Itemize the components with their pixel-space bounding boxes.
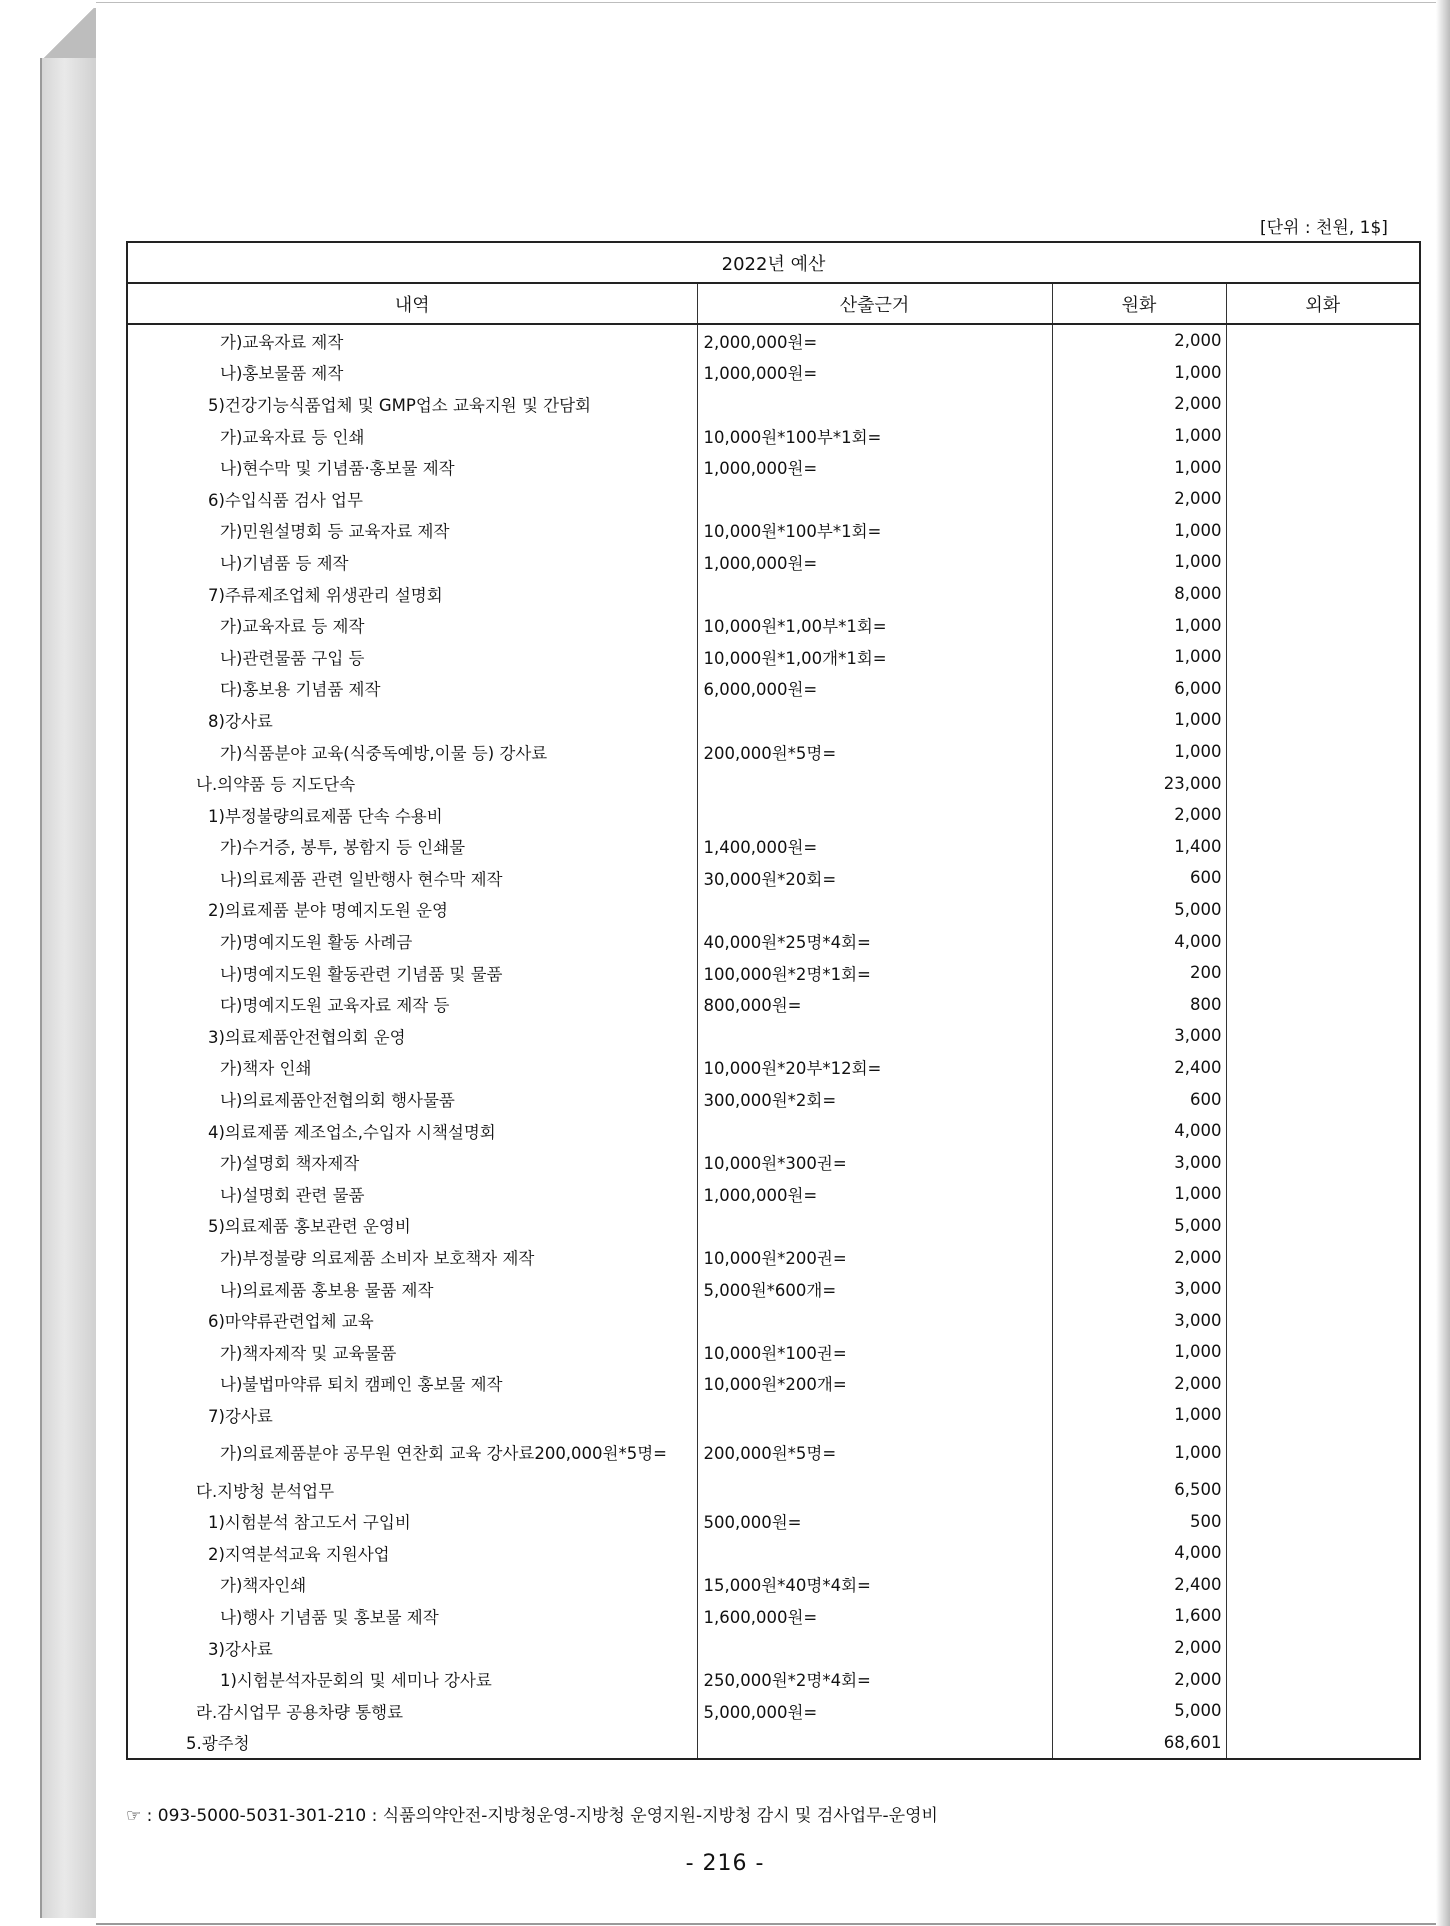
table-row bbox=[127, 609, 1420, 641]
row-krw: 600 bbox=[1052, 1083, 1226, 1115]
row-basis: 5,000원*600개= bbox=[697, 1273, 1052, 1305]
row-item: 가)의료제품분야 공무원 연찬회 교육 강사료200,000원*5명= bbox=[127, 1431, 697, 1474]
table-row bbox=[127, 451, 1420, 483]
row-krw: 2,000 bbox=[1052, 483, 1226, 515]
row-krw: 600 bbox=[1052, 862, 1226, 894]
row-krw: 2,000 bbox=[1052, 388, 1226, 420]
row-basis bbox=[697, 388, 1052, 420]
row-fx bbox=[1226, 1663, 1420, 1695]
row-item: 1)부정불량의료제품 단속 수용비 bbox=[127, 799, 697, 831]
row-fx bbox=[1226, 1273, 1420, 1305]
row-item: 나)현수막 및 기념품·홍보물 제작 bbox=[127, 451, 697, 483]
row-item: 나)기념품 등 제작 bbox=[127, 546, 697, 578]
row-fx bbox=[1226, 1537, 1420, 1569]
table-row bbox=[127, 388, 1420, 420]
table-row bbox=[127, 1569, 1420, 1601]
row-krw: 2,000 bbox=[1052, 324, 1226, 357]
row-fx bbox=[1226, 546, 1420, 578]
row-basis: 2,000,000원= bbox=[697, 324, 1052, 357]
table-row bbox=[127, 1241, 1420, 1273]
table-row bbox=[127, 1115, 1420, 1147]
row-krw: 2,000 bbox=[1052, 1368, 1226, 1400]
table-row bbox=[127, 831, 1420, 863]
table-row bbox=[127, 988, 1420, 1020]
row-fx bbox=[1226, 1210, 1420, 1242]
row-fx bbox=[1226, 1304, 1420, 1336]
row-basis: 500,000원= bbox=[697, 1505, 1052, 1537]
row-basis bbox=[697, 1020, 1052, 1052]
row-fx bbox=[1226, 515, 1420, 547]
row-item: 나)홍보물품 제작 bbox=[127, 357, 697, 389]
row-item: 6)마약류관련업체 교육 bbox=[127, 1304, 697, 1336]
row-item: 가)수거증, 봉투, 봉함지 등 인쇄물 bbox=[127, 831, 697, 863]
row-basis: 1,400,000원= bbox=[697, 831, 1052, 863]
row-krw: 1,000 bbox=[1052, 1178, 1226, 1210]
row-krw: 23,000 bbox=[1052, 767, 1226, 799]
row-fx bbox=[1226, 1727, 1420, 1760]
row-krw: 4,000 bbox=[1052, 925, 1226, 957]
row-item: 5)의료제품 홍보관련 운영비 bbox=[127, 1210, 697, 1242]
row-krw: 1,000 bbox=[1052, 515, 1226, 547]
row-krw: 200 bbox=[1052, 957, 1226, 989]
row-krw: 5,000 bbox=[1052, 1210, 1226, 1242]
row-item: 라.감시업무 공용차량 통행료 bbox=[127, 1695, 697, 1727]
row-krw: 1,000 bbox=[1052, 546, 1226, 578]
row-fx bbox=[1226, 1474, 1420, 1506]
row-item: 가)책자제작 및 교육물품 bbox=[127, 1336, 697, 1368]
row-basis bbox=[697, 767, 1052, 799]
row-basis: 10,000원*200개= bbox=[697, 1368, 1052, 1400]
row-item: 7)강사료 bbox=[127, 1399, 697, 1431]
row-item: 나.의약품 등 지도단속 bbox=[127, 767, 697, 799]
table-row bbox=[127, 767, 1420, 799]
table-row bbox=[127, 515, 1420, 547]
row-krw: 1,000 bbox=[1052, 451, 1226, 483]
row-basis bbox=[697, 1632, 1052, 1664]
row-basis: 5,000,000원= bbox=[697, 1695, 1052, 1727]
row-item: 가)책자 인쇄 bbox=[127, 1052, 697, 1084]
row-item: 가)부정불량 의료제품 소비자 보호책자 제작 bbox=[127, 1241, 697, 1273]
header-item: 내역 bbox=[127, 283, 697, 324]
page-number: - 216 - bbox=[685, 1851, 765, 1876]
row-basis: 10,000원*1,00개*1회= bbox=[697, 641, 1052, 673]
table-row bbox=[127, 1052, 1420, 1084]
row-basis: 10,000원*100권= bbox=[697, 1336, 1052, 1368]
row-fx bbox=[1226, 673, 1420, 705]
row-basis bbox=[697, 483, 1052, 515]
row-item: 나)의료제품안전협의회 행사물품 bbox=[127, 1083, 697, 1115]
row-fx bbox=[1226, 1241, 1420, 1273]
row-basis: 1,600,000원= bbox=[697, 1600, 1052, 1632]
row-fx bbox=[1226, 641, 1420, 673]
row-fx bbox=[1226, 420, 1420, 452]
row-item: 가)교육자료 제작 bbox=[127, 324, 697, 357]
row-fx bbox=[1226, 988, 1420, 1020]
table-row bbox=[127, 1632, 1420, 1664]
row-fx bbox=[1226, 1431, 1420, 1474]
row-item: 가)설명회 책자제작 bbox=[127, 1146, 697, 1178]
row-krw: 5,000 bbox=[1052, 1695, 1226, 1727]
row-krw: 2,000 bbox=[1052, 1663, 1226, 1695]
table-row bbox=[127, 578, 1420, 610]
row-basis bbox=[697, 799, 1052, 831]
row-item: 나)명예지도원 활동관련 기념품 및 물품 bbox=[127, 957, 697, 989]
table-title: 2022년 예산 bbox=[127, 242, 1420, 283]
row-basis: 30,000원*20회= bbox=[697, 862, 1052, 894]
row-item: 2)의료제품 분야 명예지도원 운영 bbox=[127, 894, 697, 926]
table-row bbox=[127, 1368, 1420, 1400]
row-krw: 6,500 bbox=[1052, 1474, 1226, 1506]
row-item: 가)교육자료 등 제작 bbox=[127, 609, 697, 641]
row-fx bbox=[1226, 862, 1420, 894]
row-fx bbox=[1226, 451, 1420, 483]
row-krw: 8,000 bbox=[1052, 578, 1226, 610]
row-item: 다.지방청 분석업무 bbox=[127, 1474, 697, 1506]
row-krw: 1,000 bbox=[1052, 609, 1226, 641]
row-item: 7)주류제조업체 위생관리 설명회 bbox=[127, 578, 697, 610]
row-item: 다)홍보용 기념품 제작 bbox=[127, 673, 697, 705]
row-basis: 10,000원*20부*12회= bbox=[697, 1052, 1052, 1084]
row-item: 나)의료제품 관련 일반행사 현수막 제작 bbox=[127, 862, 697, 894]
row-fx bbox=[1226, 1083, 1420, 1115]
row-krw: 1,000 bbox=[1052, 1399, 1226, 1431]
row-basis: 40,000원*25명*4회= bbox=[697, 925, 1052, 957]
unit-label: [단위 : 천원, 1$] bbox=[1260, 218, 1388, 238]
row-item: 나)불법마약류 퇴치 캠페인 홍보물 제작 bbox=[127, 1368, 697, 1400]
row-item: 8)강사료 bbox=[127, 704, 697, 736]
row-item: 6)수입식품 검사 업무 bbox=[127, 483, 697, 515]
row-krw: 1,600 bbox=[1052, 1600, 1226, 1632]
table-row bbox=[127, 1600, 1420, 1632]
row-fx bbox=[1226, 1146, 1420, 1178]
table-row bbox=[127, 1178, 1420, 1210]
row-item: 3)의료제품안전협의회 운영 bbox=[127, 1020, 697, 1052]
row-basis: 1,000,000원= bbox=[697, 357, 1052, 389]
row-basis: 10,000원*1,00부*1회= bbox=[697, 609, 1052, 641]
row-fx bbox=[1226, 388, 1420, 420]
row-item: 4)의료제품 제조업소,수입자 시책설명회 bbox=[127, 1115, 697, 1147]
table-row bbox=[127, 1273, 1420, 1305]
row-basis bbox=[697, 1727, 1052, 1760]
footnote: ☞ : 093-5000-5031-301-210 : 식품의약안전-지방청운영-지방청 운영지원-지방청 감시 및 검사업무-운영비 bbox=[126, 1806, 938, 1826]
row-fx bbox=[1226, 609, 1420, 641]
row-basis: 6,000,000원= bbox=[697, 673, 1052, 705]
row-item: 나)설명회 관련 물품 bbox=[127, 1178, 697, 1210]
table-row bbox=[127, 1727, 1420, 1760]
row-basis: 10,000원*100부*1회= bbox=[697, 420, 1052, 452]
table-row bbox=[127, 1431, 1420, 1474]
row-basis: 200,000원*5명= bbox=[697, 1431, 1052, 1474]
table-row bbox=[127, 862, 1420, 894]
row-fx bbox=[1226, 736, 1420, 768]
row-fx bbox=[1226, 357, 1420, 389]
row-basis: 10,000원*100부*1회= bbox=[697, 515, 1052, 547]
row-item: 가)식품분야 교육(식중독예방,이물 등) 강사료 bbox=[127, 736, 697, 768]
row-fx bbox=[1226, 1569, 1420, 1601]
row-krw: 2,000 bbox=[1052, 1632, 1226, 1664]
row-fx bbox=[1226, 767, 1420, 799]
row-krw: 2,000 bbox=[1052, 799, 1226, 831]
row-basis bbox=[697, 894, 1052, 926]
table-body bbox=[127, 324, 1420, 1759]
row-fx bbox=[1226, 324, 1420, 357]
row-basis: 100,000원*2명*1회= bbox=[697, 957, 1052, 989]
row-basis: 10,000원*200권= bbox=[697, 1241, 1052, 1273]
row-item: 1)시험분석자문회의 및 세미나 강사료 bbox=[127, 1663, 697, 1695]
row-fx bbox=[1226, 1505, 1420, 1537]
row-fx bbox=[1226, 578, 1420, 610]
row-fx bbox=[1226, 831, 1420, 863]
row-krw: 3,000 bbox=[1052, 1020, 1226, 1052]
row-item: 5)건강기능식품업체 및 GMP업소 교육지원 및 간담회 bbox=[127, 388, 697, 420]
row-item: 1)시험분석 참고도서 구입비 bbox=[127, 1505, 697, 1537]
row-krw: 2,000 bbox=[1052, 1241, 1226, 1273]
row-krw: 4,000 bbox=[1052, 1115, 1226, 1147]
table-row bbox=[127, 673, 1420, 705]
header-krw: 원화 bbox=[1052, 283, 1226, 324]
row-item: 가)민원설명회 등 교육자료 제작 bbox=[127, 515, 697, 547]
row-fx bbox=[1226, 1368, 1420, 1400]
row-fx bbox=[1226, 704, 1420, 736]
row-krw: 2,400 bbox=[1052, 1052, 1226, 1084]
row-fx bbox=[1226, 1632, 1420, 1664]
row-basis bbox=[697, 1474, 1052, 1506]
table-row bbox=[127, 420, 1420, 452]
row-fx bbox=[1226, 1052, 1420, 1084]
row-fx bbox=[1226, 957, 1420, 989]
row-fx bbox=[1226, 1399, 1420, 1431]
row-fx bbox=[1226, 1336, 1420, 1368]
row-item: 5.광주청 bbox=[127, 1727, 697, 1760]
row-krw: 800 bbox=[1052, 988, 1226, 1020]
row-item: 나)행사 기념품 및 홍보물 제작 bbox=[127, 1600, 697, 1632]
row-krw: 1,000 bbox=[1052, 357, 1226, 389]
row-krw: 3,000 bbox=[1052, 1146, 1226, 1178]
row-basis: 1,000,000원= bbox=[697, 1178, 1052, 1210]
table-row bbox=[127, 894, 1420, 926]
row-krw: 4,000 bbox=[1052, 1537, 1226, 1569]
row-krw: 3,000 bbox=[1052, 1273, 1226, 1305]
row-item: 나)의료제품 홍보용 물품 제작 bbox=[127, 1273, 697, 1305]
row-basis bbox=[697, 1537, 1052, 1569]
row-fx bbox=[1226, 1600, 1420, 1632]
row-basis: 250,000원*2명*4회= bbox=[697, 1663, 1052, 1695]
row-basis: 300,000원*2회= bbox=[697, 1083, 1052, 1115]
table-row bbox=[127, 546, 1420, 578]
table-row bbox=[127, 1146, 1420, 1178]
table-row bbox=[127, 957, 1420, 989]
row-basis bbox=[697, 1210, 1052, 1242]
row-basis: 10,000원*300권= bbox=[697, 1146, 1052, 1178]
table-row bbox=[127, 1663, 1420, 1695]
row-krw: 1,000 bbox=[1052, 736, 1226, 768]
row-item: 다)명예지도원 교육자료 제작 등 bbox=[127, 988, 697, 1020]
table-row bbox=[127, 799, 1420, 831]
table-row bbox=[127, 1304, 1420, 1336]
row-krw: 2,400 bbox=[1052, 1569, 1226, 1601]
row-fx bbox=[1226, 1178, 1420, 1210]
row-item: 가)책자인쇄 bbox=[127, 1569, 697, 1601]
table-row bbox=[127, 1399, 1420, 1431]
table-row bbox=[127, 1020, 1420, 1052]
table-row bbox=[127, 324, 1420, 357]
row-basis bbox=[697, 1399, 1052, 1431]
binding-edge bbox=[40, 8, 98, 1918]
row-krw: 1,400 bbox=[1052, 831, 1226, 863]
table-row bbox=[127, 925, 1420, 957]
row-item: 2)지역분석교육 지원사업 bbox=[127, 1537, 697, 1569]
table-row bbox=[127, 1695, 1420, 1727]
row-basis: 15,000원*40명*4회= bbox=[697, 1569, 1052, 1601]
table-row bbox=[127, 1474, 1420, 1506]
row-basis bbox=[697, 1115, 1052, 1147]
row-basis: 200,000원*5명= bbox=[697, 736, 1052, 768]
row-basis bbox=[697, 1304, 1052, 1336]
budget-table bbox=[126, 241, 1421, 1760]
row-fx bbox=[1226, 1020, 1420, 1052]
row-basis: 800,000원= bbox=[697, 988, 1052, 1020]
row-basis bbox=[697, 578, 1052, 610]
row-krw: 1,000 bbox=[1052, 1431, 1226, 1474]
table-row bbox=[127, 704, 1420, 736]
header-basis: 산출근거 bbox=[697, 283, 1052, 324]
row-basis bbox=[697, 704, 1052, 736]
row-item: 나)관련물품 구입 등 bbox=[127, 641, 697, 673]
table-row bbox=[127, 1210, 1420, 1242]
row-krw: 6,000 bbox=[1052, 673, 1226, 705]
table-row bbox=[127, 483, 1420, 515]
table-row bbox=[127, 357, 1420, 389]
row-fx bbox=[1226, 483, 1420, 515]
table-row bbox=[127, 1537, 1420, 1569]
header-fx: 외화 bbox=[1226, 283, 1420, 324]
row-krw: 500 bbox=[1052, 1505, 1226, 1537]
row-krw: 1,000 bbox=[1052, 641, 1226, 673]
row-basis: 1,000,000원= bbox=[697, 546, 1052, 578]
row-fx bbox=[1226, 1115, 1420, 1147]
table-row bbox=[127, 1083, 1420, 1115]
row-krw: 3,000 bbox=[1052, 1304, 1226, 1336]
page-shadow bbox=[1436, 0, 1450, 1926]
row-item: 3)강사료 bbox=[127, 1632, 697, 1664]
row-fx bbox=[1226, 894, 1420, 926]
row-item: 가)명예지도원 활동 사례금 bbox=[127, 925, 697, 957]
row-item: 가)교육자료 등 인쇄 bbox=[127, 420, 697, 452]
table-row bbox=[127, 1505, 1420, 1537]
row-krw: 5,000 bbox=[1052, 894, 1226, 926]
row-krw: 1,000 bbox=[1052, 704, 1226, 736]
table-row bbox=[127, 736, 1420, 768]
row-fx bbox=[1226, 1695, 1420, 1727]
row-krw: 1,000 bbox=[1052, 1336, 1226, 1368]
row-fx bbox=[1226, 799, 1420, 831]
row-fx bbox=[1226, 925, 1420, 957]
row-krw: 68,601 bbox=[1052, 1727, 1226, 1760]
table-row bbox=[127, 641, 1420, 673]
table-row bbox=[127, 1336, 1420, 1368]
row-krw: 1,000 bbox=[1052, 420, 1226, 452]
row-basis: 1,000,000원= bbox=[697, 451, 1052, 483]
